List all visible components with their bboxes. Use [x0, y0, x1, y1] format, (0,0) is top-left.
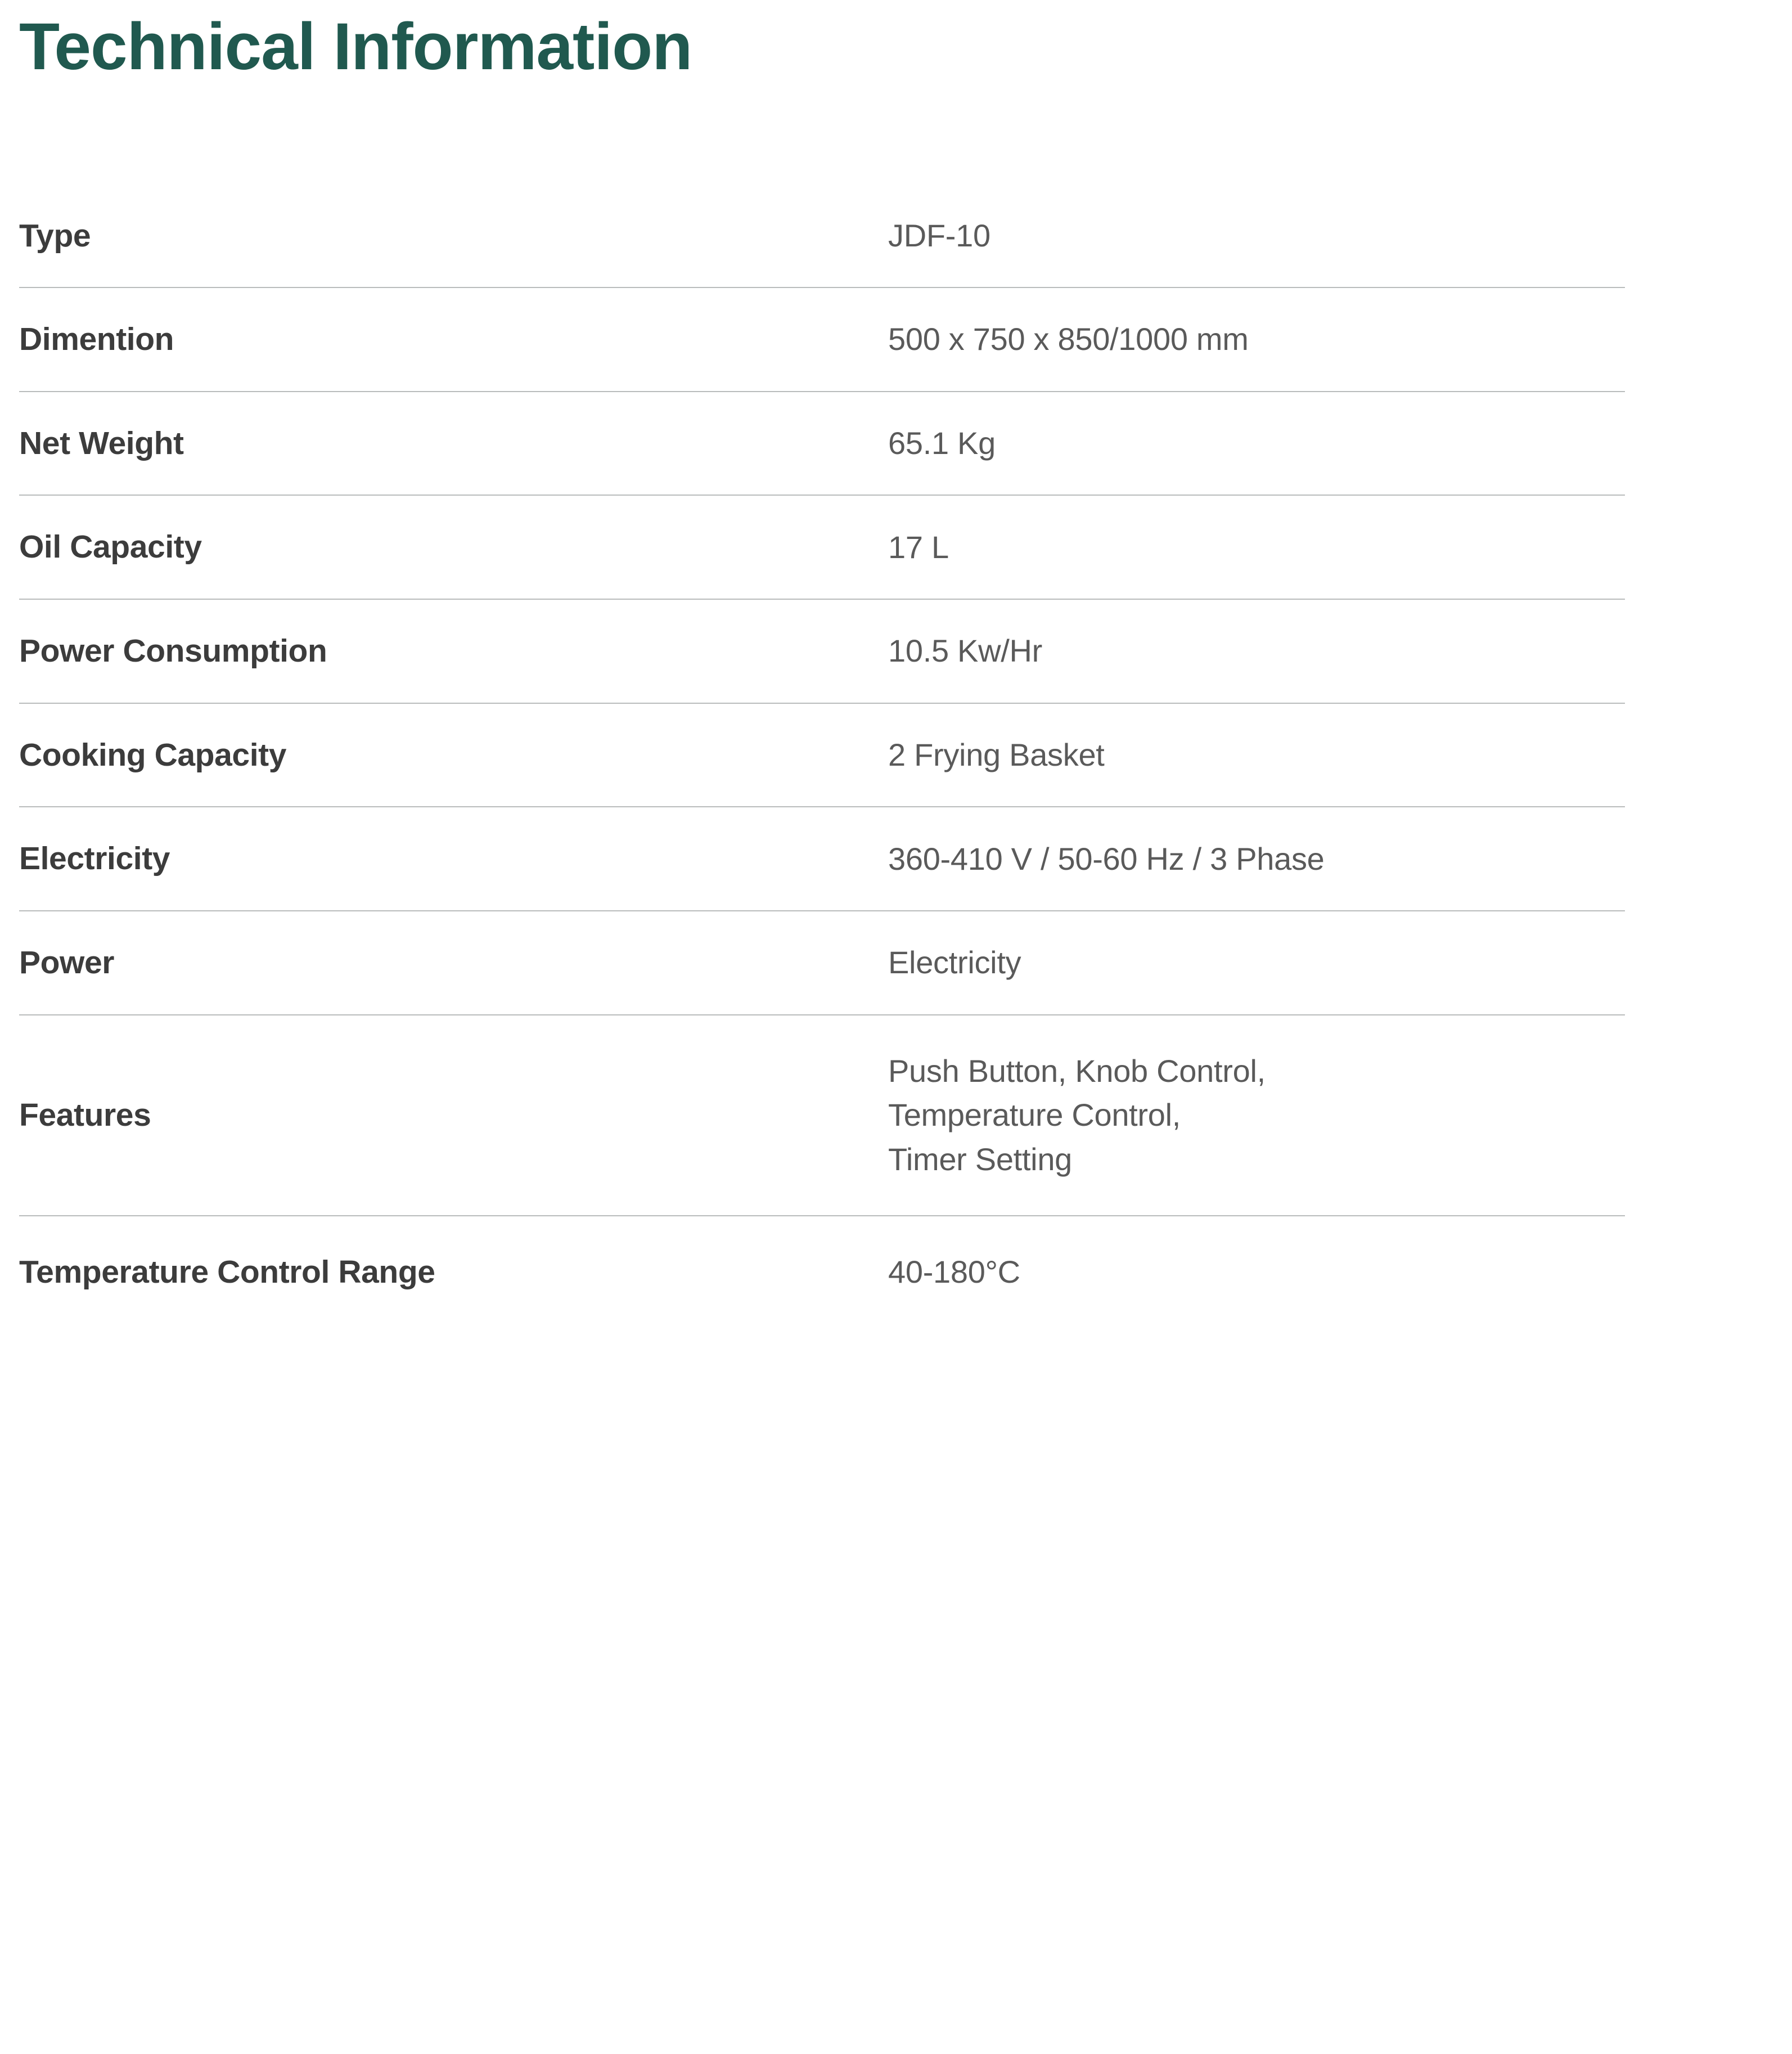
spec-value: Electricity [888, 945, 1021, 981]
technical-information-page [0, 6, 1792, 1328]
table-row [19, 1216, 1625, 1328]
spec-value [888, 1015, 1625, 1216]
spec-label: Cooking Capacity [19, 736, 287, 773]
table-row [19, 1015, 1625, 1216]
spec-value: 2 Frying Basket [888, 736, 1105, 772]
spec-label [19, 1216, 888, 1328]
spec-value: 40-180°C [888, 1254, 1020, 1290]
spec-label-line: Control Range [217, 1253, 435, 1290]
spec-value: 65.1 Kg [888, 425, 996, 461]
spec-label: Electricity [19, 841, 170, 877]
table-row [19, 287, 1625, 392]
specification-table [19, 185, 1625, 1328]
spec-value: 360-410 V / 50-60 Hz / 3 Phase [888, 841, 1325, 877]
table-row [19, 703, 1625, 807]
table-row [19, 495, 1625, 599]
spec-value-line: Push Button, Knob Control, [888, 1053, 1266, 1089]
table-row [19, 807, 1625, 911]
spec-label: Type [19, 217, 91, 254]
spec-value: 10.5 Kw/Hr [888, 633, 1042, 669]
spec-value-line: Timer Setting [888, 1141, 1073, 1177]
spec-value-line: Temperature Control, [888, 1097, 1181, 1133]
spec-value: JDF-10 [888, 217, 990, 253]
spec-label: Dimention [19, 321, 174, 358]
spec-value: 17 L [888, 529, 949, 565]
spec-label: Features [19, 1097, 151, 1133]
spec-label: Net Weight [19, 425, 184, 461]
spec-label: Power [19, 945, 115, 981]
page-title: Technical Information [19, 10, 692, 84]
spec-label-line: Temperature [19, 1253, 209, 1290]
table-row [19, 185, 1625, 288]
spec-label: Oil Capacity [19, 529, 202, 565]
table-row [19, 599, 1625, 703]
spec-value: 500 x 750 x 850/1000 mm [888, 321, 1249, 357]
table-row [19, 911, 1625, 1015]
table-row [19, 392, 1625, 496]
spec-label: Power Consumption [19, 633, 327, 669]
